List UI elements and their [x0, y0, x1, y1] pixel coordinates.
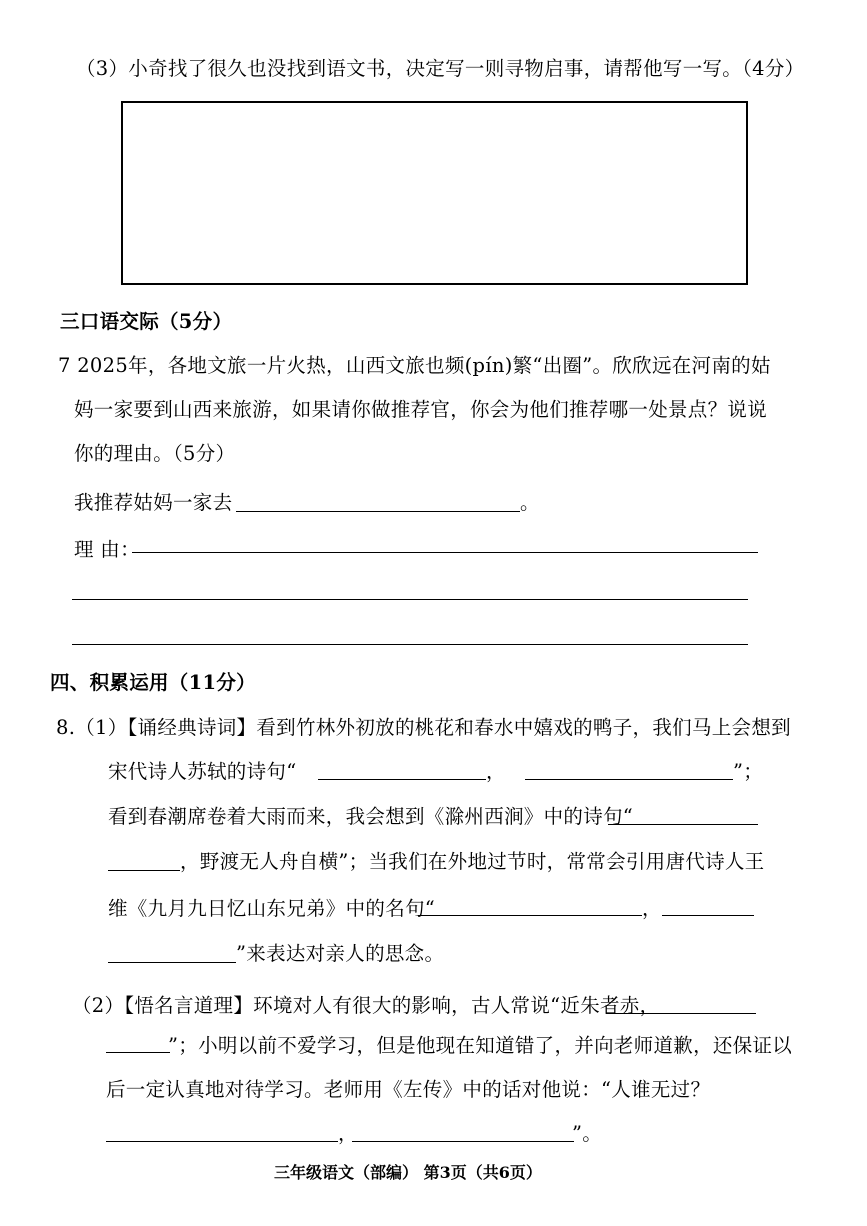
reason-label: 理 由： — [74, 538, 140, 561]
poem-blank-3[interactable] — [608, 824, 758, 825]
section-4-heading: 四、积累运用（11分） — [50, 671, 256, 694]
question-8-2-line-4a: ， — [338, 1122, 358, 1145]
poem-blank-5[interactable] — [662, 915, 754, 916]
recommend-blank[interactable] — [236, 511, 520, 512]
proverb-blank-1-cont[interactable] — [106, 1052, 170, 1053]
question-7-line-3: 你的理由。（5分） — [74, 442, 236, 465]
proverb-blank-2[interactable] — [106, 1141, 338, 1142]
question-8-1-line-6: ”来表达对亲人的思念。 — [236, 942, 445, 965]
reason-blank-1[interactable] — [132, 552, 758, 553]
proverb-blank-1[interactable] — [606, 1013, 756, 1014]
question-8-1-line-3: 看到春潮席卷着大雨而来，我会想到《滁州西涧》中的诗句“ — [108, 805, 634, 828]
poem-blank-2[interactable] — [525, 779, 733, 780]
question-8-2-line-3: 后一定认真地对待学习。老师用《左传》中的话对他说：“人谁无过？ — [106, 1078, 711, 1101]
question-8-1-line-5a: 维《九月九日忆山东兄弟》中的名句“ — [108, 897, 436, 920]
question-7-line-1: 7 2025年，各地文旅一片火热，山西文旅也频(pín)繁“出圈”。欣欣远在河南的姑 — [58, 354, 771, 377]
poem-blank-3-cont[interactable] — [108, 870, 180, 871]
question-8-2-line-1: （2）【悟名言道理】环境对人有很大的影响，古人常说“近朱者赤， — [72, 994, 660, 1017]
recommend-suffix: 。 — [520, 491, 540, 514]
question-8-2-line-2: ”；小明以前不爱学习，但是他现在知道错了，并向老师道歉，还保证以 — [168, 1034, 793, 1057]
question-8-2-line-4b: ”。 — [572, 1122, 603, 1145]
question-8-1-line-5b: ， — [642, 897, 662, 920]
poem-blank-4[interactable] — [418, 915, 642, 916]
page-footer: 三年级语文（部编） 第3页（共6页） — [274, 1163, 542, 1182]
poem-blank-5-cont[interactable] — [108, 962, 236, 963]
question-8-1-line-2c: ”； — [733, 760, 764, 783]
question-3-prompt: （3）小奇找了很久也没找到语文书，决定写一则寻物启事，请帮他写一写。（4分） — [76, 57, 805, 80]
question-8-1-line-1: 8.（1）【诵经典诗词】看到竹林外初放的桃花和春水中嬉戏的鸭子，我们马上会想到 — [56, 716, 791, 739]
proverb-blank-3[interactable] — [352, 1141, 574, 1142]
question-8-1-line-2a: 宋代诗人苏轼的诗句“ — [108, 760, 297, 783]
poem-blank-1[interactable] — [318, 779, 486, 780]
reason-blank-2[interactable] — [72, 599, 748, 600]
question-8-1-line-4: ，野渡无人舟自横”；当我们在外地过节时，常常会引用唐代诗人王 — [180, 850, 765, 873]
section-3-heading: 三口语交际（5分） — [60, 310, 233, 333]
question-8-1-line-2b: ， — [486, 760, 506, 783]
question-7-line-2: 妈一家要到山西来旅游，如果请你做推荐官，你会为他们推荐哪一处景点？说说 — [74, 398, 768, 421]
recommend-prefix: 我推荐姑妈一家去 — [74, 491, 233, 514]
reason-blank-3[interactable] — [72, 644, 748, 645]
notice-answer-box[interactable] — [121, 101, 748, 285]
